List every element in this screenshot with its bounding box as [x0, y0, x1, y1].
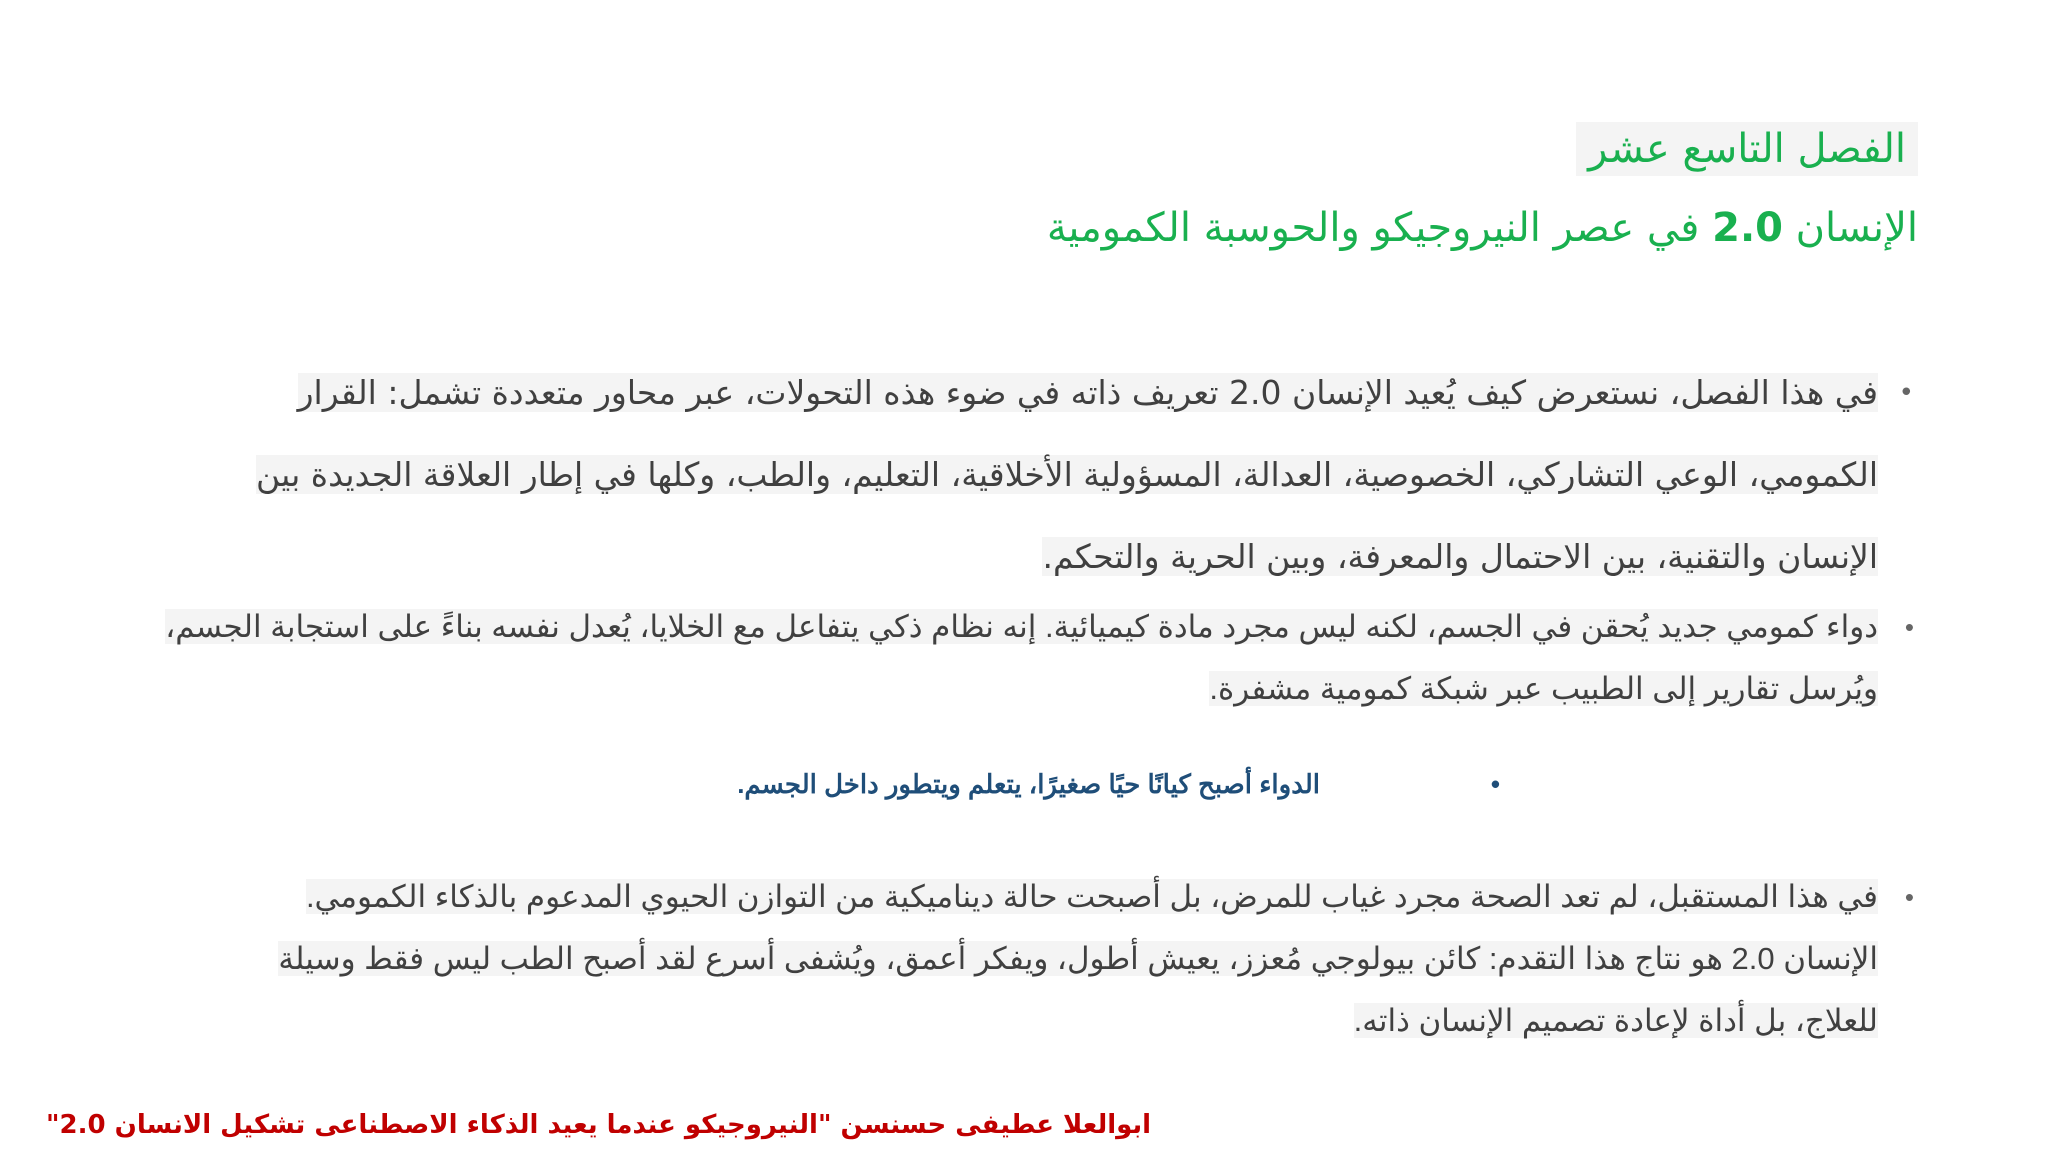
bullet-marker: • [1898, 378, 1914, 408]
bullet-text: الدواء أصبح كيانًا حيًا صغيرًا، يتعلم ويتطور داخل الجسم. [737, 769, 1320, 799]
subtitle-prefix: الإنسان [1782, 205, 1918, 251]
footer-citation: ابوالعلا عطيفى حسنسن "النيروجيكو عندما يعيد الذكاء الاصطناعى تشكيل الانسان 2.0" [46, 1110, 1152, 1140]
chapter-title: الفصل التاسع عشر [1576, 122, 1918, 176]
bullet-marker: • [1904, 882, 1914, 912]
subtitle-version: 2.0 [1712, 205, 1783, 251]
bullet-quantum-drug [148, 596, 1914, 720]
bullet-future-health [278, 866, 1914, 1052]
bullet-chapter-overview [248, 352, 1914, 598]
bullet-text: دواء كمومي جديد يُحقن في الجسم، لكنه ليس مجرد مادة كيميائية. إنه نظام ذكي يتفاعل مع الخلايا، يُعدل نفسه بناءً على استجابة الجسم، ويُرسل تقارير إلى الطبيب عبر شبكة كمومية مشفرة. [165, 609, 1878, 706]
subtitle-suffix: في عصر النيروجيكو والحوسبة الكمومية [1046, 205, 1713, 251]
bullet-text: في هذا المستقبل، لم تعد الصحة مجرد غياب للمرض، بل أصبحت حالة ديناميكية من التوازن الحيوي المدعوم بالذكاء الكمومي. الإنسان 2.0 هو نتاج هذا التقدم: كائن بيولوجي مُعزز، يعيش أطول، ويفكر أعمق، ويُشفى أسرع لقد أصبح الطب ليس فقط وسيلة للعلاج، بل أداة لإعادة تصميم الإنسان ذاته. [278, 879, 1878, 1038]
chapter-subtitle [1047, 201, 1918, 255]
bullet-text: في هذا الفصل، نستعرض كيف يُعيد الإنسان 2.0 تعريف ذاته في ضوء هذه التحولات، عبر محاور متعددة تشمل: القرار الكمومي، الوعي التشاركي، الخصوصية، العدالة، المسؤولية الأخلاقية، التعليم، والطب، وكلها في إطار العلاقة الجديدة بين الإنسان والتقنية، بين الاحتمال والمعرفة، وبين الحرية والتحكم. [256, 373, 1878, 576]
bullet-marker: • [1904, 612, 1914, 642]
bullet-marker: • [1490, 769, 1500, 799]
bullet-living-drug [737, 764, 1500, 804]
